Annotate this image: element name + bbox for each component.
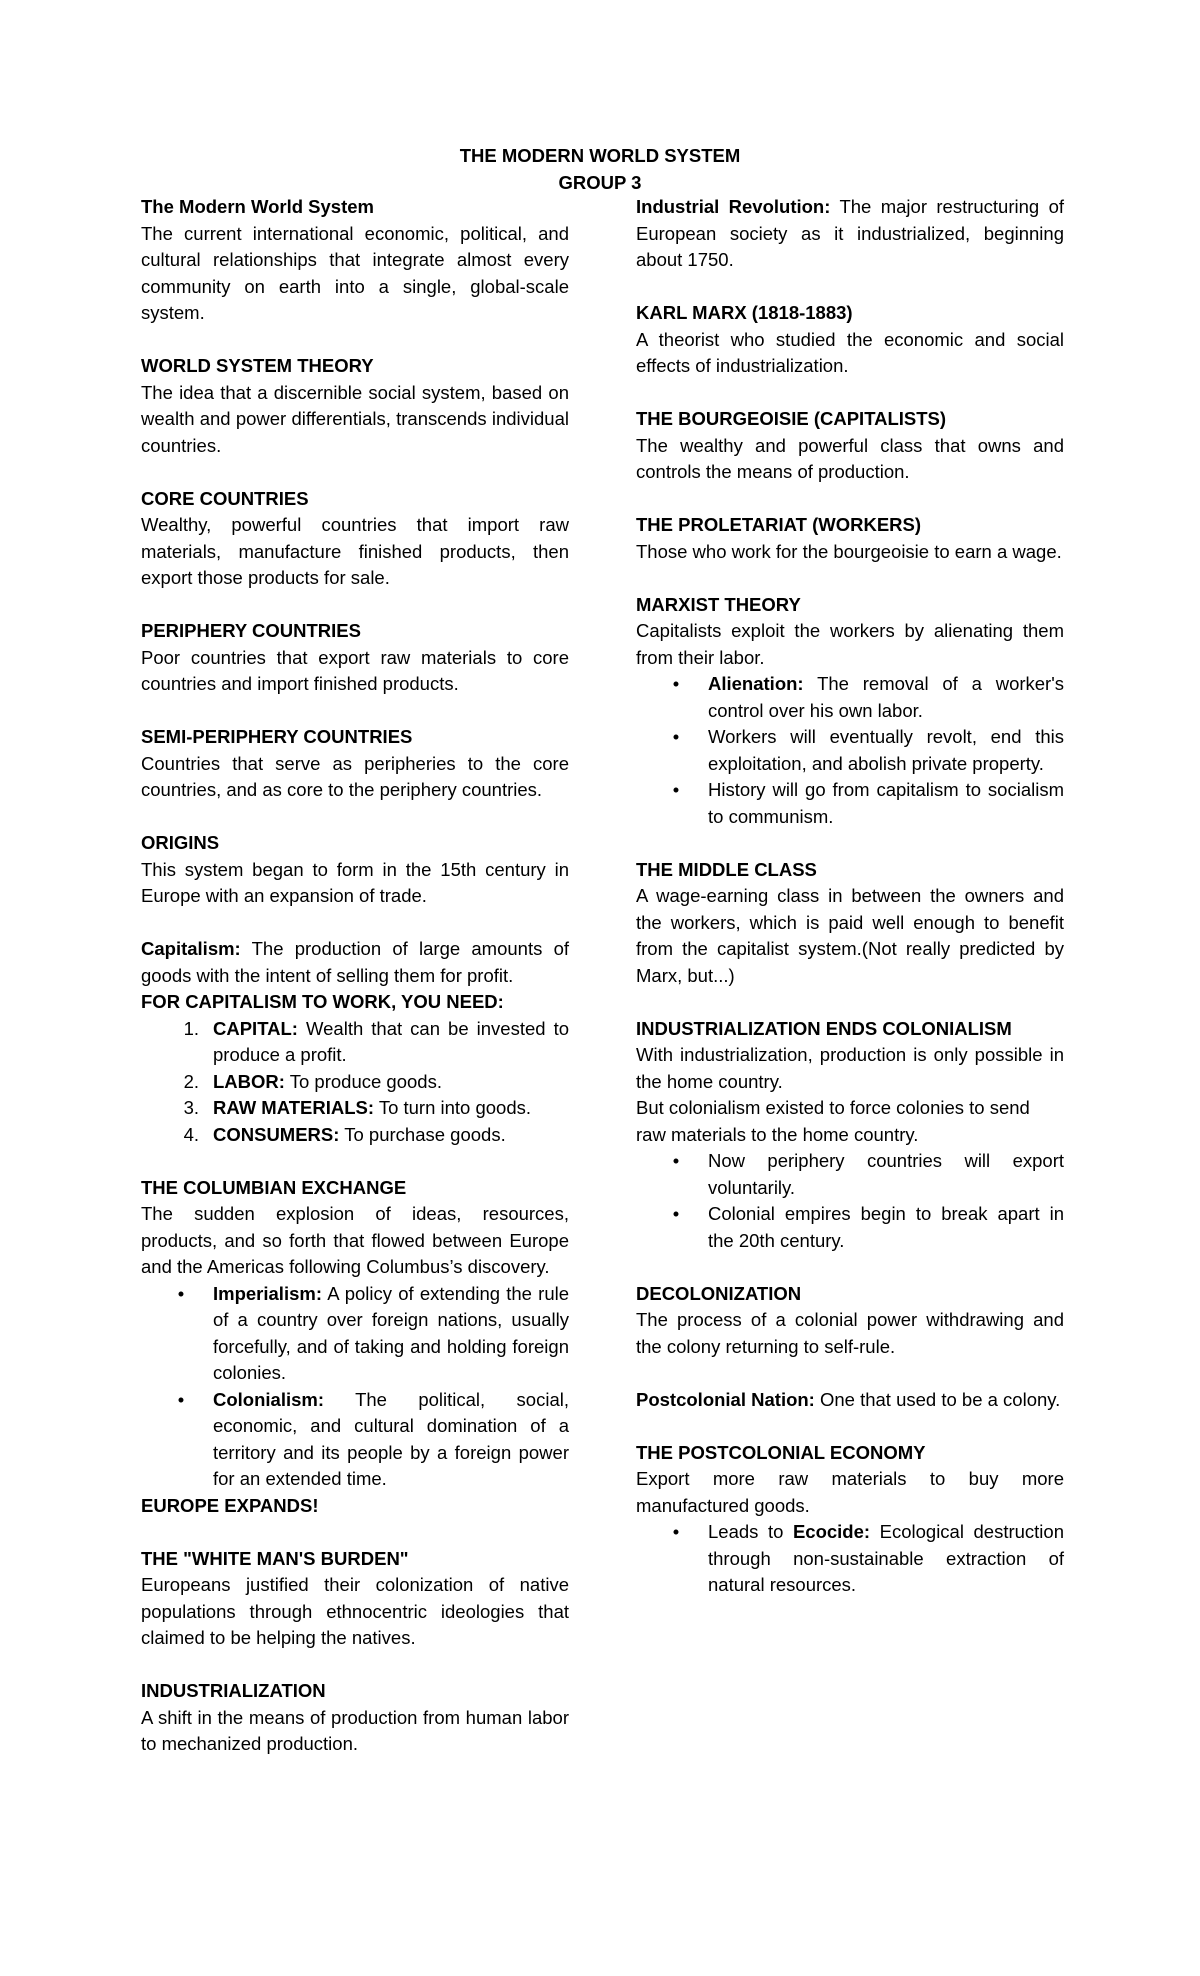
section-heading: WORLD SYSTEM THEORY <box>141 355 374 376</box>
section-industrialization-ends-colonialism <box>636 1016 1064 1255</box>
bullet-icon: • <box>177 1388 185 1410</box>
section-heading: THE "WHITE MAN'S BURDEN" <box>141 1547 409 1569</box>
section-text: A theorist who studied the economic and social effects of industrialization. <box>636 328 1064 376</box>
item-text: Workers will eventually revolt, end this exploitation, and abolish private property. <box>708 726 1064 774</box>
term-text: A policy of extending the rule of a country over foreign nations, usually forcefully, and of taking and holding foreign colonies. <box>213 1282 570 1383</box>
term-label: Alienation: <box>708 673 804 694</box>
bullet-icon: • <box>672 726 680 747</box>
section-text: Capitalists exploit the workers by alienating them from their labor. <box>636 620 1064 668</box>
term-text: One that used to be a colony. <box>819 1388 1061 1410</box>
right-column <box>636 194 1064 1599</box>
term-label: Capitalism: <box>141 938 241 959</box>
section-heading: THE PROLETARIAT (WORKERS) <box>636 514 922 535</box>
section-text: A shift in the means of production from human labor to mechanized production. <box>141 1706 569 1754</box>
section-text: Those who work for the bourgeoisie to earn a wage. <box>636 540 1062 562</box>
section-heading: DECOLONIZATION <box>636 1282 802 1304</box>
term-text: To purchase goods. <box>344 1123 506 1145</box>
section-marxist-theory <box>636 592 1064 831</box>
list-number: 3. <box>183 1097 199 1118</box>
capitalism-needs-heading: FOR CAPITALISM TO WORK, YOU NEED: <box>141 991 504 1012</box>
section-heading: INDUSTRIALIZATION <box>141 1680 326 1701</box>
section-text: Poor countries that export raw materials to core countries and import finished products. <box>141 646 569 694</box>
term-text: The political, social, economic, and cultural domination of a territory and its people by a foreign power for an extended time. <box>213 1388 570 1489</box>
bullet-icon: • <box>672 1521 680 1542</box>
term-text: Wealth that can be invested to produce a profit. <box>213 1017 570 1065</box>
section-columbian-exchange <box>141 1175 569 1520</box>
list-item <box>141 1387 569 1493</box>
item-prefix: Leads to <box>708 1521 784 1542</box>
list-item <box>636 1201 1064 1254</box>
section-middle-class <box>636 857 1064 990</box>
section-capitalism <box>141 936 569 1148</box>
term-label: RAW MATERIALS: <box>213 1097 374 1118</box>
section-karl-marx <box>636 300 1064 380</box>
list-item <box>141 1122 569 1149</box>
section-text: Wealthy, powerful countries that import raw materials, manufacture finished products, then export those products for sale. <box>141 514 569 588</box>
section-heading: THE MIDDLE CLASS <box>636 858 817 880</box>
list-item <box>636 724 1064 777</box>
section-periphery-countries <box>141 618 569 698</box>
section-text: But colonialism existed to force colonies to send raw materials to the home country. <box>636 1097 1030 1145</box>
section-text: Europeans justified their colonization of native populations through ethnocentric ideologies that claimed to be helping the natives. <box>141 1574 569 1648</box>
term-label: CONSUMERS: <box>213 1123 340 1145</box>
section-bourgeoisie <box>636 406 1064 486</box>
term-text: The removal of a worker's control over his own labor. <box>708 673 1064 721</box>
list-item <box>636 777 1064 830</box>
document-title: THE MODERN WORLD SYSTEM <box>459 145 741 166</box>
section-heading: THE BOURGEOISIE (CAPITALISTS) <box>636 408 947 429</box>
item-text: Colonial empires begin to break apart in the 20th century. <box>708 1203 1064 1251</box>
bullet-icon: • <box>177 1282 185 1304</box>
columbian-bullet-list <box>141 1281 569 1493</box>
term-definition <box>636 194 1064 274</box>
bullet-icon: • <box>672 779 680 800</box>
section-heading: INDUSTRIALIZATION ENDS COLONIALISM <box>636 1017 1012 1039</box>
section-text: With industrialization, production is only possible in the home country. <box>636 1044 1064 1092</box>
term-label: CAPITAL: <box>213 1017 298 1039</box>
section-postcolonial-economy <box>636 1440 1064 1599</box>
item-text: History will go from capitalism to socialism to communism. <box>708 779 1064 827</box>
capitalism-needs-list <box>141 1016 569 1149</box>
section-heading: KARL MARX (1818-1883) <box>636 302 853 323</box>
term-label: Postcolonial Nation: <box>636 1388 815 1410</box>
term-text: To produce goods. <box>289 1070 442 1092</box>
section-industrial-revolution <box>636 194 1064 274</box>
section-origins <box>141 830 569 910</box>
section-heading: PERIPHERY COUNTRIES <box>141 620 361 641</box>
section-heading: ORIGINS <box>141 832 220 853</box>
term-label: LABOR: <box>213 1070 285 1092</box>
document-subtitle: GROUP 3 <box>558 171 642 193</box>
section-heading: SEMI-PERIPHERY COUNTRIES <box>141 726 413 747</box>
section-text: The current international economic, political, and cultural relationships that integrate almost every community on earth into a single, global-scale system. <box>141 222 569 323</box>
list-number: 4. <box>183 1123 199 1145</box>
section-heading: THE POSTCOLONIAL ECONOMY <box>636 1441 926 1463</box>
section-text: The wealthy and powerful class that owns and controls the means of production. <box>636 434 1064 482</box>
bullet-icon: • <box>672 673 680 694</box>
section-white-mans-burden <box>141 1546 569 1652</box>
europe-expands-heading: EUROPE EXPANDS! <box>141 1494 319 1516</box>
colonialism-bullet-list <box>636 1148 1064 1254</box>
section-core-countries <box>141 486 569 592</box>
economy-bullet-list <box>636 1519 1064 1599</box>
section-text: The process of a colonial power withdrawing and the colony returning to self-rule. <box>636 1309 1064 1357</box>
list-item <box>141 1069 569 1096</box>
section-text: A wage-earning class in between the owners and the workers, which is paid well enough to benefit from the capitalist system.(Not really predicted by Marx, but...) <box>636 885 1064 986</box>
section-text: Export more raw materials to buy more manufactured goods. <box>636 1468 1064 1516</box>
section-text: The sudden explosion of ideas, resources, products, and so forth that flowed between Europe and the Americas following Columbus’s discovery. <box>141 1203 569 1277</box>
term-text: The major restructuring of European society as it industrialized, beginning about 1750. <box>636 196 1064 270</box>
list-item <box>141 1016 569 1069</box>
left-column <box>141 194 569 1758</box>
section-text: This system began to form in the 15th century in Europe with an expansion of trade. <box>141 858 569 906</box>
section-heading: MARXIST THEORY <box>636 593 801 615</box>
section-world-system-theory <box>141 353 569 459</box>
section-proletariat <box>636 512 1064 565</box>
section-text: Countries that serve as peripheries to the core countries, and as core to the periphery countries. <box>141 752 569 800</box>
list-number: 2. <box>183 1070 199 1092</box>
list-item <box>141 1095 569 1122</box>
section-text: The idea that a discernible social system, based on wealth and power differentials, transcends individual countries. <box>141 381 569 456</box>
section-semi-periphery-countries <box>141 724 569 804</box>
list-item <box>636 1148 1064 1201</box>
term-label: Industrial Revolution: <box>636 196 831 217</box>
list-item <box>141 1281 569 1387</box>
term-text: Ecological destruction through non-sustainable extraction of natural resources. <box>708 1521 1064 1595</box>
item-text: Now periphery countries will export voluntarily. <box>708 1150 1064 1198</box>
section-modern-world-system <box>141 194 569 327</box>
marxist-bullet-list <box>636 671 1064 830</box>
term-definition <box>636 1387 1064 1414</box>
capitalism-definition <box>141 936 569 989</box>
section-heading: The Modern World System <box>141 196 374 217</box>
section-industrialization <box>141 1678 569 1758</box>
section-heading: THE COLUMBIAN EXCHANGE <box>141 1176 407 1198</box>
bullet-icon: • <box>672 1203 680 1224</box>
section-heading: CORE COUNTRIES <box>141 487 309 509</box>
term-label: Colonialism: <box>213 1388 325 1410</box>
bullet-icon: • <box>672 1150 680 1171</box>
section-postcolonial-nation <box>636 1387 1064 1414</box>
term-label: Imperialism: <box>213 1282 322 1304</box>
list-item <box>636 1519 1064 1599</box>
term-label: Ecocide: <box>792 1521 871 1542</box>
term-text: The production of large amounts of goods with the intent of selling them for profit. <box>141 938 570 986</box>
list-item <box>636 671 1064 724</box>
list-number: 1. <box>183 1017 199 1039</box>
term-text: To turn into goods. <box>378 1097 532 1118</box>
section-decolonization <box>636 1281 1064 1361</box>
